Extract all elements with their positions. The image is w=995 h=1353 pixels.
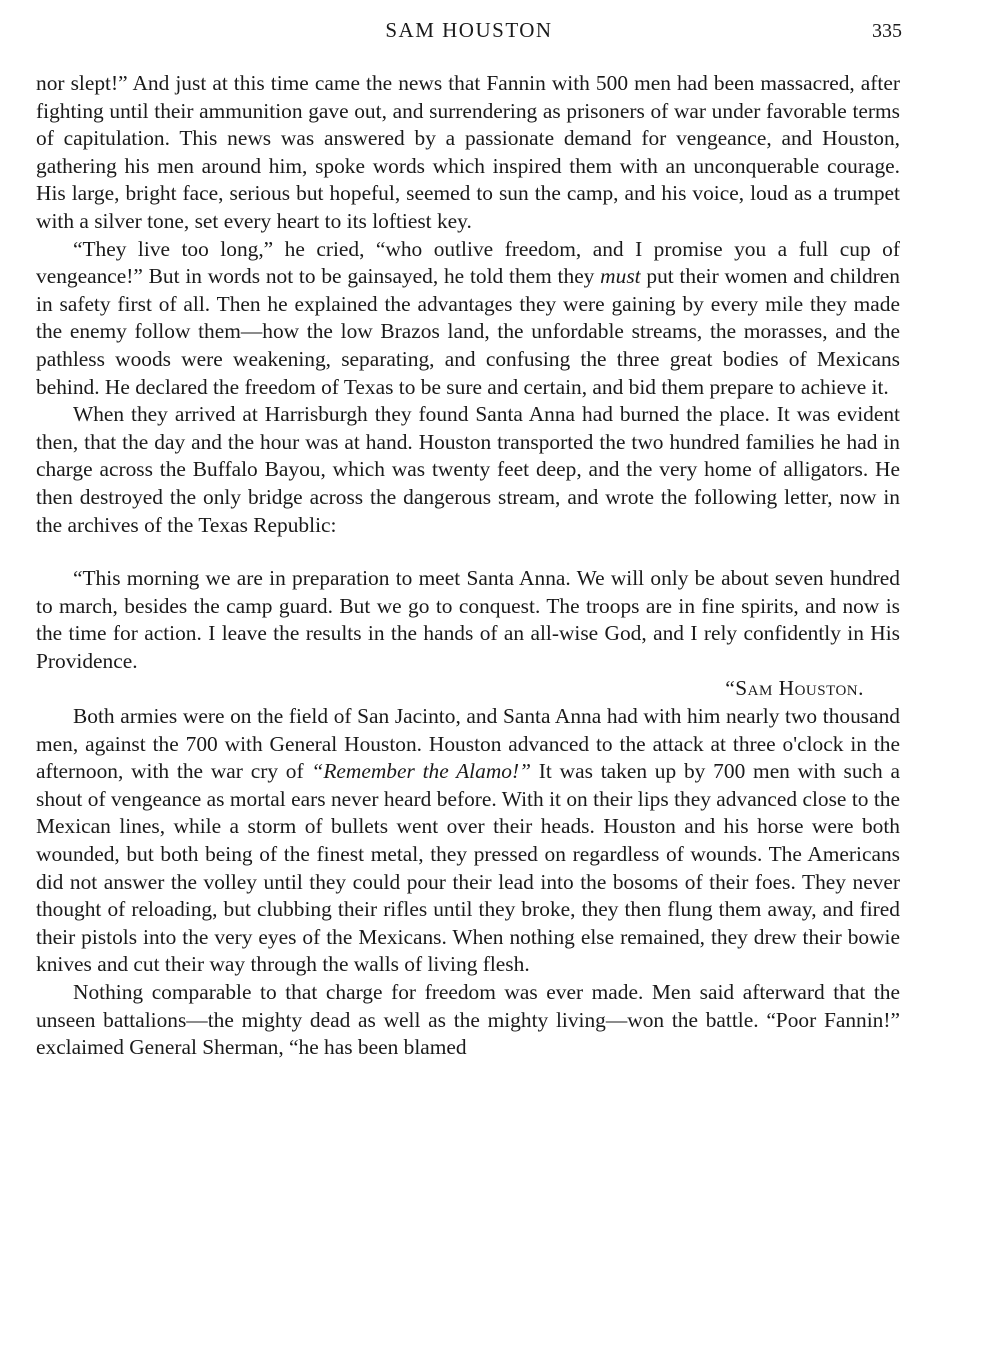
paragraph-4-part-b: It was taken up by 700 men with such a shout of vengeance as mortal ears never heard before. With it on their lips they advanced close to the Mexican lines, while a storm of bullets went over their heads. Houston and his horse were both wounded, but both being of the finest metal, they pressed on regardless of wounds. The Americans did not answer the volley until they could pour their lead into the bosoms of their foes. They never thought of reloading, but clubbing their rifles until they broke, they then flung them away, and fired their pistols into the very eyes of the Mexicans. When nothing else remained, they drew their bowie knives and cut their way through the walls of living flesh. xyxy=(36,759,900,977)
paragraph-5: Nothing comparable to that charge for freedom was ever made. Men said afterward that the unseen battalions—the mighty dead as well as the mighty living—won the battle. “Poor Fannin!” exclaimed General Sherman, “he has been blamed xyxy=(36,980,900,1060)
letter-signature: “Sam Houston. xyxy=(725,676,864,701)
body-text xyxy=(36,70,900,1062)
war-cry: “Remember the Alamo!” xyxy=(311,759,531,784)
paragraph-4 xyxy=(36,703,900,979)
paragraph-2-part-a: “They live too long,” he cried, “who outlive freedom, and I promise you a full cup of vengeance!” But in words not to be gainsayed, he told them they xyxy=(36,236,900,289)
letter-block xyxy=(36,565,900,703)
paragraph-1: nor slept!” And just at this time came the news that Fannin with 500 men had been massacred, after fighting until their ammunition gave out, and surrendering as prisoners of war under favorable terms of capitulation. This news was answered by a passionate demand for vengeance, and Houston, gathering his men around him, spoke words which inspired them with an unconquerable courage. His large, bright face, serious but hopeful, seemed to sun the camp, and his voice, loud as a trumpet with a silver tone, set every heart to its loftiest key. xyxy=(36,71,900,233)
letter-text: “This morning we are in preparation to meet Santa Anna. We will only be about seven hundred to march, besides the camp guard. But we go to conquest. The troops are in fine spirits, and now is the time for action. I leave the results in the hands of an all-wise God, and I rely confidently in His Providence. xyxy=(36,566,900,673)
paragraph-2-part-b: put their women and children in safety first of all. Then he explained the advantages they were gaining by every mile they made the enemy follow them—how the low Brazos land, the unfordable streams, the morasses, and the pathless woods were weakening, separating, and confusing the three great bodies of Mexicans behind. He declared the freedom of Texas to be sure and certain, and bid them prepare to achieve it. xyxy=(36,264,900,399)
paragraph-3: When they arrived at Harrisburgh they found Santa Anna had burned the place. It was evident then, that the day and the hour was at hand. Houston transported the two hundred families he had in charge across the Buffalo Bayou, which was twenty feet deep, and the very home of alligators. He then destroyed the only bridge across the dangerous stream, and wrote the following letter, now in the archives of the Texas Republic: xyxy=(36,402,900,537)
paragraph-4-part-a: Both armies were on the field of San Jacinto, and Santa Anna had with him nearly two thousand men, against the 700 with General Houston. Houston advanced to the attack at three o'clock in the afternoon, with the war cry of xyxy=(36,704,900,784)
page-header xyxy=(36,18,902,48)
running-title: SAM HOUSTON xyxy=(385,18,553,42)
paragraph-2 xyxy=(36,236,900,402)
page-number: 335 xyxy=(872,20,902,42)
paragraph-2-emphasis: must xyxy=(600,264,641,289)
